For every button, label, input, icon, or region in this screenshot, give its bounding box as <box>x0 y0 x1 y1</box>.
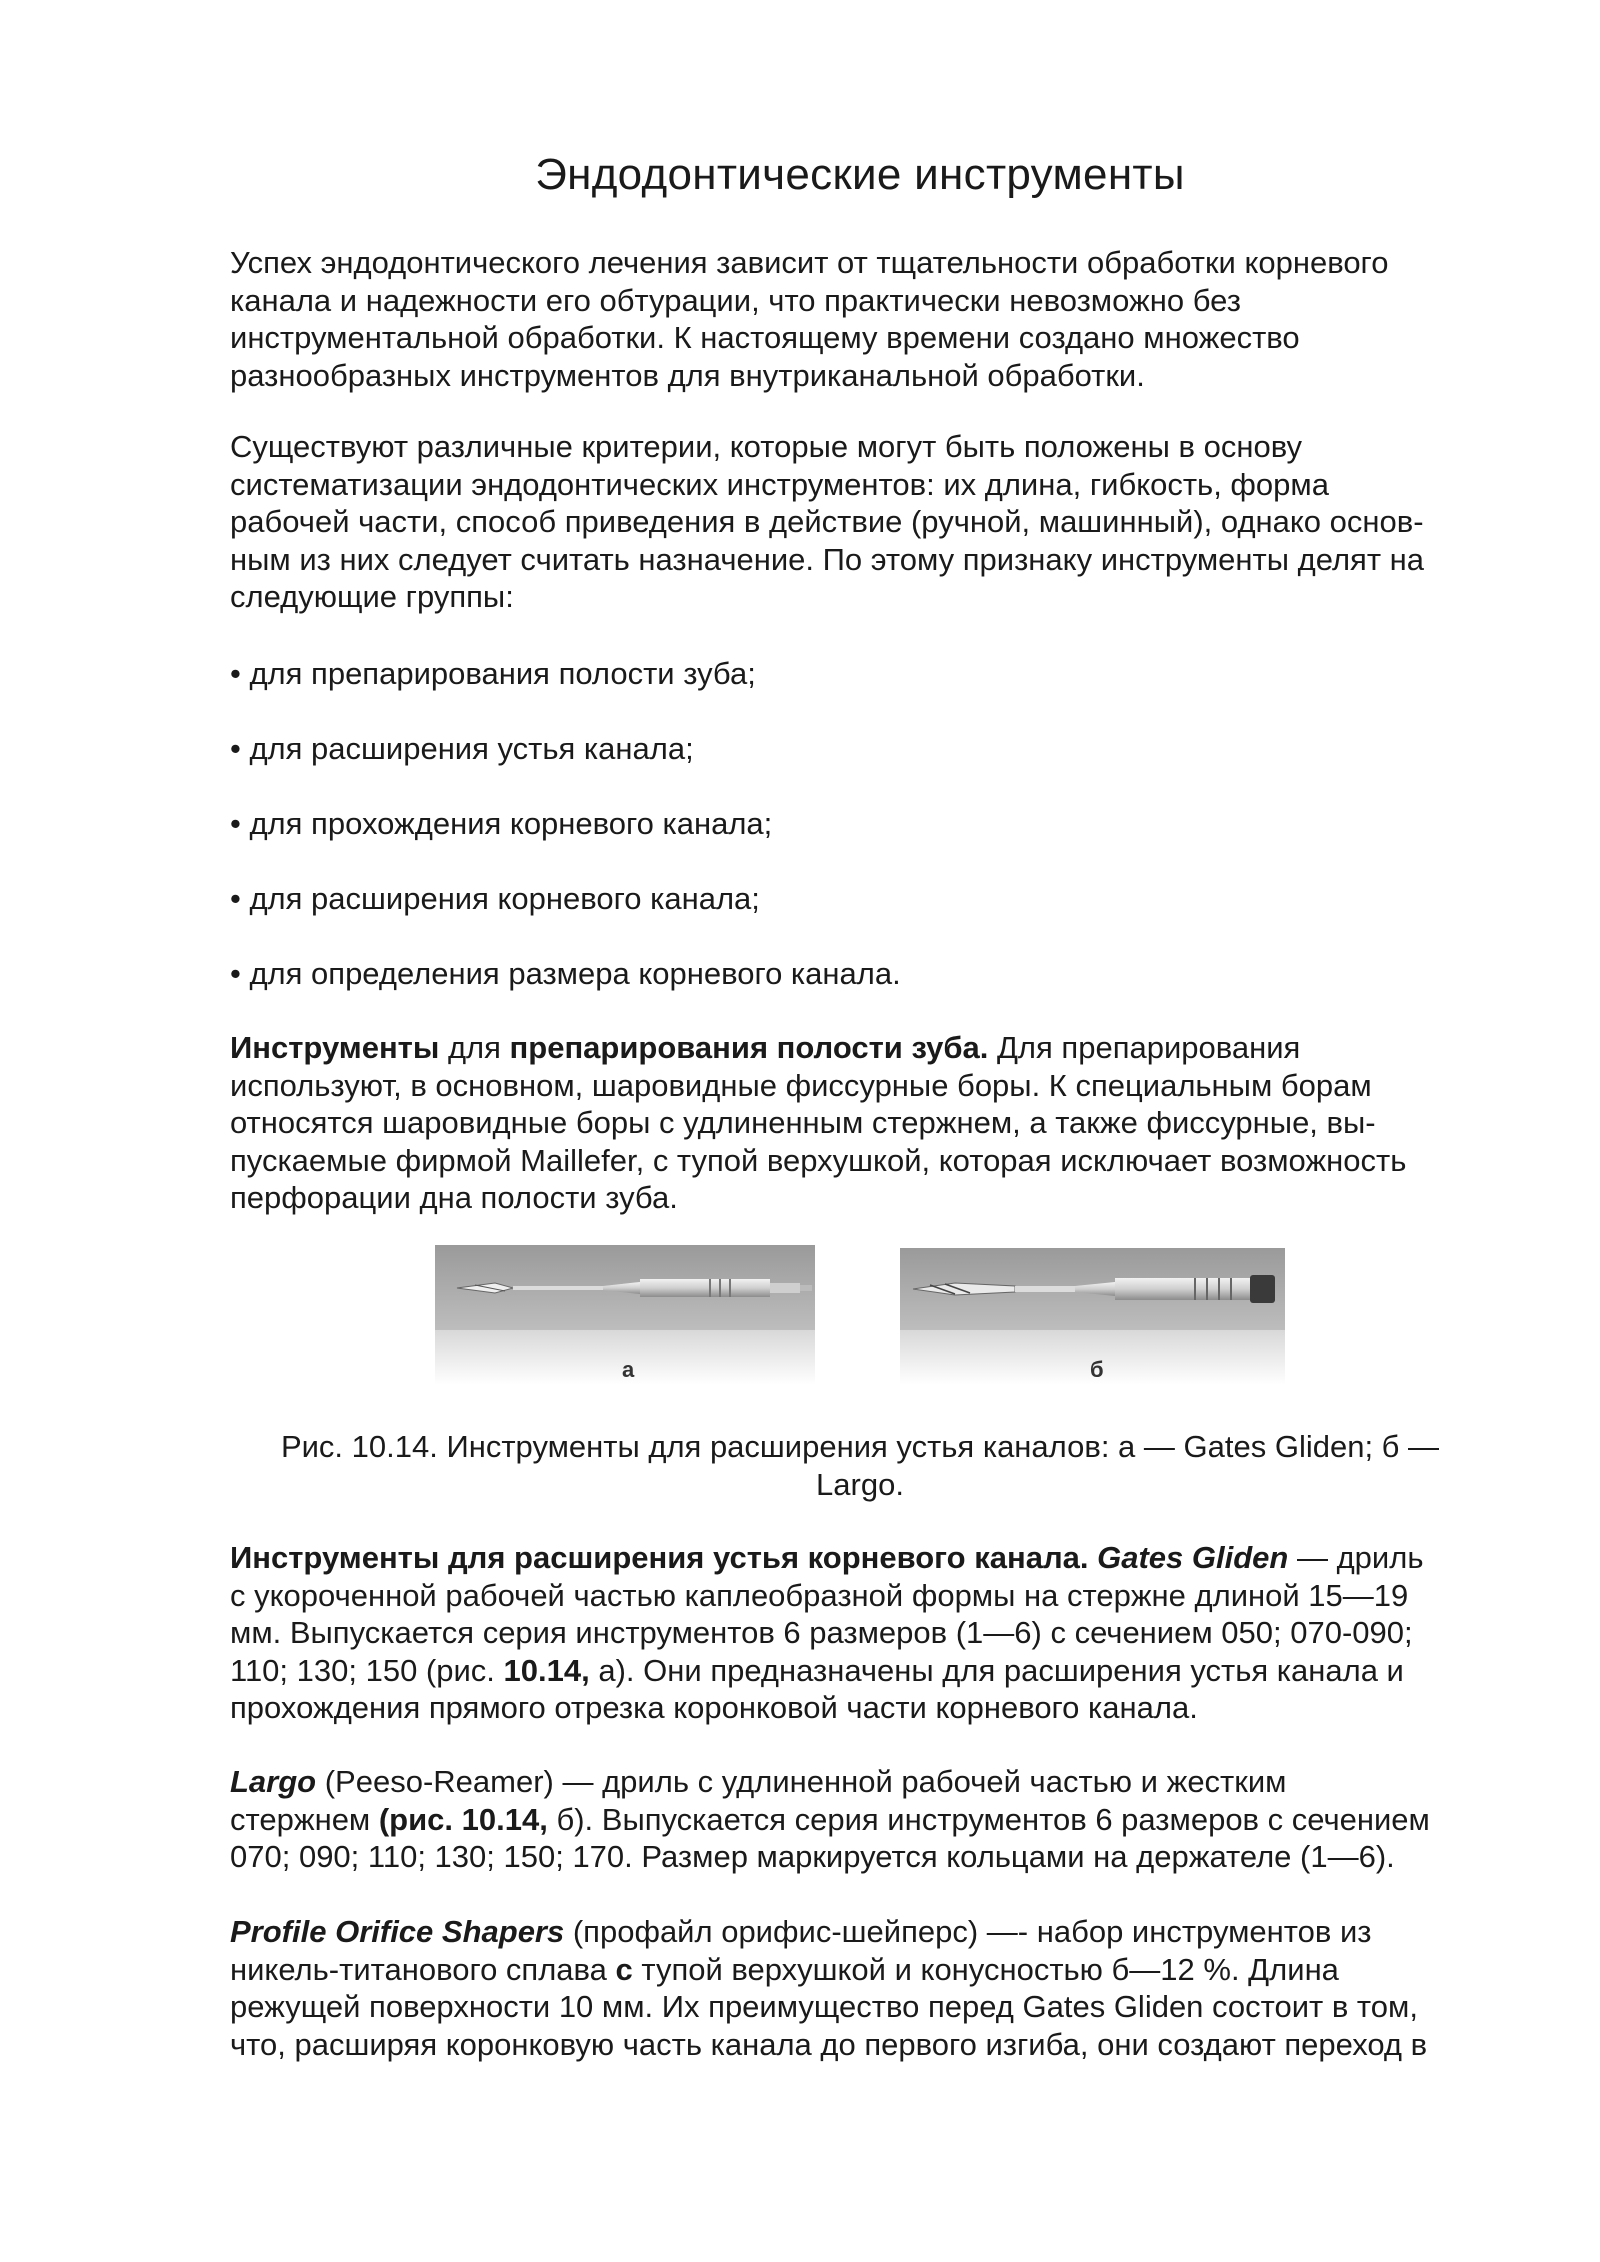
page-title: Эндодонтические инструменты <box>535 150 1185 199</box>
text-line: что, расширяя коронковую часть канала до первого изгиба, они создают переход в <box>230 2026 1428 2062</box>
bold-italic-term: Largo <box>230 1764 317 1799</box>
text-line: рабочей части, способ приведения в действие (ручной, машинный), однако основ- <box>230 504 1424 539</box>
text-line: разнообразных инструментов для внутриканальной обработки. <box>230 357 1145 393</box>
bullet-item: • для определения размера корневого канала. <box>230 956 901 991</box>
text-line: перфорации дна полости зуба. <box>230 1180 678 1215</box>
text-line: пускаемые фирмой Maillefer, с тупой верхушкой, которая исключает возможность <box>230 1142 1407 1178</box>
text-line: инструментальной обработки. К настоящему времени создано множество <box>230 320 1300 355</box>
text-line: относятся шаровидные боры с удлиненным стержнем, а также фиссурные, вы- <box>230 1105 1376 1140</box>
text-line: 070; 090; 110; 130; 150; 170. Размер маркируется кольцами на держателе (1—6). <box>230 1839 1395 1874</box>
text-line: мм. Выпускается серия инструментов 6 размеров (1—6) с сечением 050; 070-090; <box>230 1615 1413 1650</box>
bold-term: (рис. 10.14, <box>378 1801 548 1837</box>
bold-italic-term: Profile Orifice Shapers <box>230 1914 565 1949</box>
text-line: используют, в основном, шаровидные фиссурные боры. К специальным борам <box>230 1067 1372 1103</box>
text-line: прохождения прямого отрезка коронковой части корневого канала. <box>230 1690 1198 1725</box>
bullet-item: • для расширения корневого канала; <box>230 881 760 916</box>
text-line: с укороченной рабочей частью каплеобразной формы на стержне длиной 15—19 <box>230 1577 1409 1613</box>
text-line: канала и надежности его обтурации, что практически невозможно без <box>230 282 1241 318</box>
text-line: Успех эндодонтического лечения зависит от тщательности обработки корневого <box>230 245 1389 280</box>
bold-term: с <box>615 1951 633 1987</box>
figure-drawing <box>435 1245 1295 1395</box>
bold-italic-term: Gates Gliden <box>1097 1540 1289 1575</box>
caption-line: Рис. 10.14. Инструменты для расширения устья каналов: а — Gates Gliden; б — <box>280 1429 1440 1464</box>
gates-gliden-paragraph: Инструменты для расширения устья корневого канала. Gates Gliden — дриль с укороченной рабочей частью каплеобразной формы на стержне длиной 15—19 мм. Выпускается серия инструментов 6 размеров (1—6) с сечением 050; 070-090; 110; 130; 150 (рис. 10.14, а). Они предназначены для расширения устья канала и прохождения прямого отрезка коронковой части корневого канала. <box>230 1540 1424 1725</box>
text-line: ным из них следует считать назначение. По этому признаку инструменты делят на <box>230 541 1424 577</box>
figure-label-b: б <box>1090 1357 1104 1382</box>
bold-term: Инструменты <box>230 1030 440 1065</box>
cavity-preparation-paragraph: Инструменты для препарирования полости зуба. Для препарирования используют, в основном, шаровидные фиссурные боры. К специальным борам относятся шаровидные боры с удлиненным стержнем, а также фиссурные, вы- пускаемые фирмой Maillefer, с тупой верхушкой, которая исключает возможность перфорации дна полости зуба. <box>230 1030 1407 1215</box>
bullet-item: • для прохождения корневого канала; <box>230 806 773 841</box>
profile-orifice-shapers-paragraph: Profile Orifice Shapers (профайл орифис-шейперс) —- набор инструментов из никель-титанового сплава с тупой верхушкой и конусностью б—12 %. Длина режущей поверхности 10 мм. Их преимущество перед Gates Gliden состоит в том, что, расширяя коронковую часть канала до первого изгиба, они создают переход в <box>230 1914 1428 2062</box>
bold-term: 10.14, <box>503 1652 590 1688</box>
text-line: систематизации эндодонтических инструментов: их длина, гибкость, форма <box>230 466 1329 502</box>
bullet-item: • для препарирования полости зуба; <box>230 656 756 691</box>
intro-paragraph <box>230 244 1490 394</box>
figure-caption <box>230 1428 1490 1504</box>
criteria-paragraph <box>230 428 1490 616</box>
instruments-figure <box>435 1245 1295 1395</box>
largo-paragraph: Largo (Peeso-Reamer) — дриль с удлиненной рабочей частью и жестким стержнем (рис. 10.14, б). Выпускается серия инструментов 6 размеров с сечением 070; 090; 110; 130; 150; 170. Размер маркируется кольцами на держателе (1—6). <box>230 1764 1430 1874</box>
text-line: следующие группы: <box>230 579 514 614</box>
bold-term: Инструменты для расширения устья корневого канала. <box>230 1540 1089 1575</box>
text-line: режущей поверхности 10 мм. Их преимущество перед Gates Gliden состоит в том, <box>230 1989 1418 2024</box>
bullet-item: • для расширения устья канала; <box>230 731 694 766</box>
bold-term: препарирования полости зуба. <box>509 1030 989 1065</box>
caption-line: Largo. <box>816 1467 904 1502</box>
text-line: Существуют различные критерии, которые могут быть положены в основу <box>230 429 1303 464</box>
figure-label-a: а <box>622 1357 635 1382</box>
